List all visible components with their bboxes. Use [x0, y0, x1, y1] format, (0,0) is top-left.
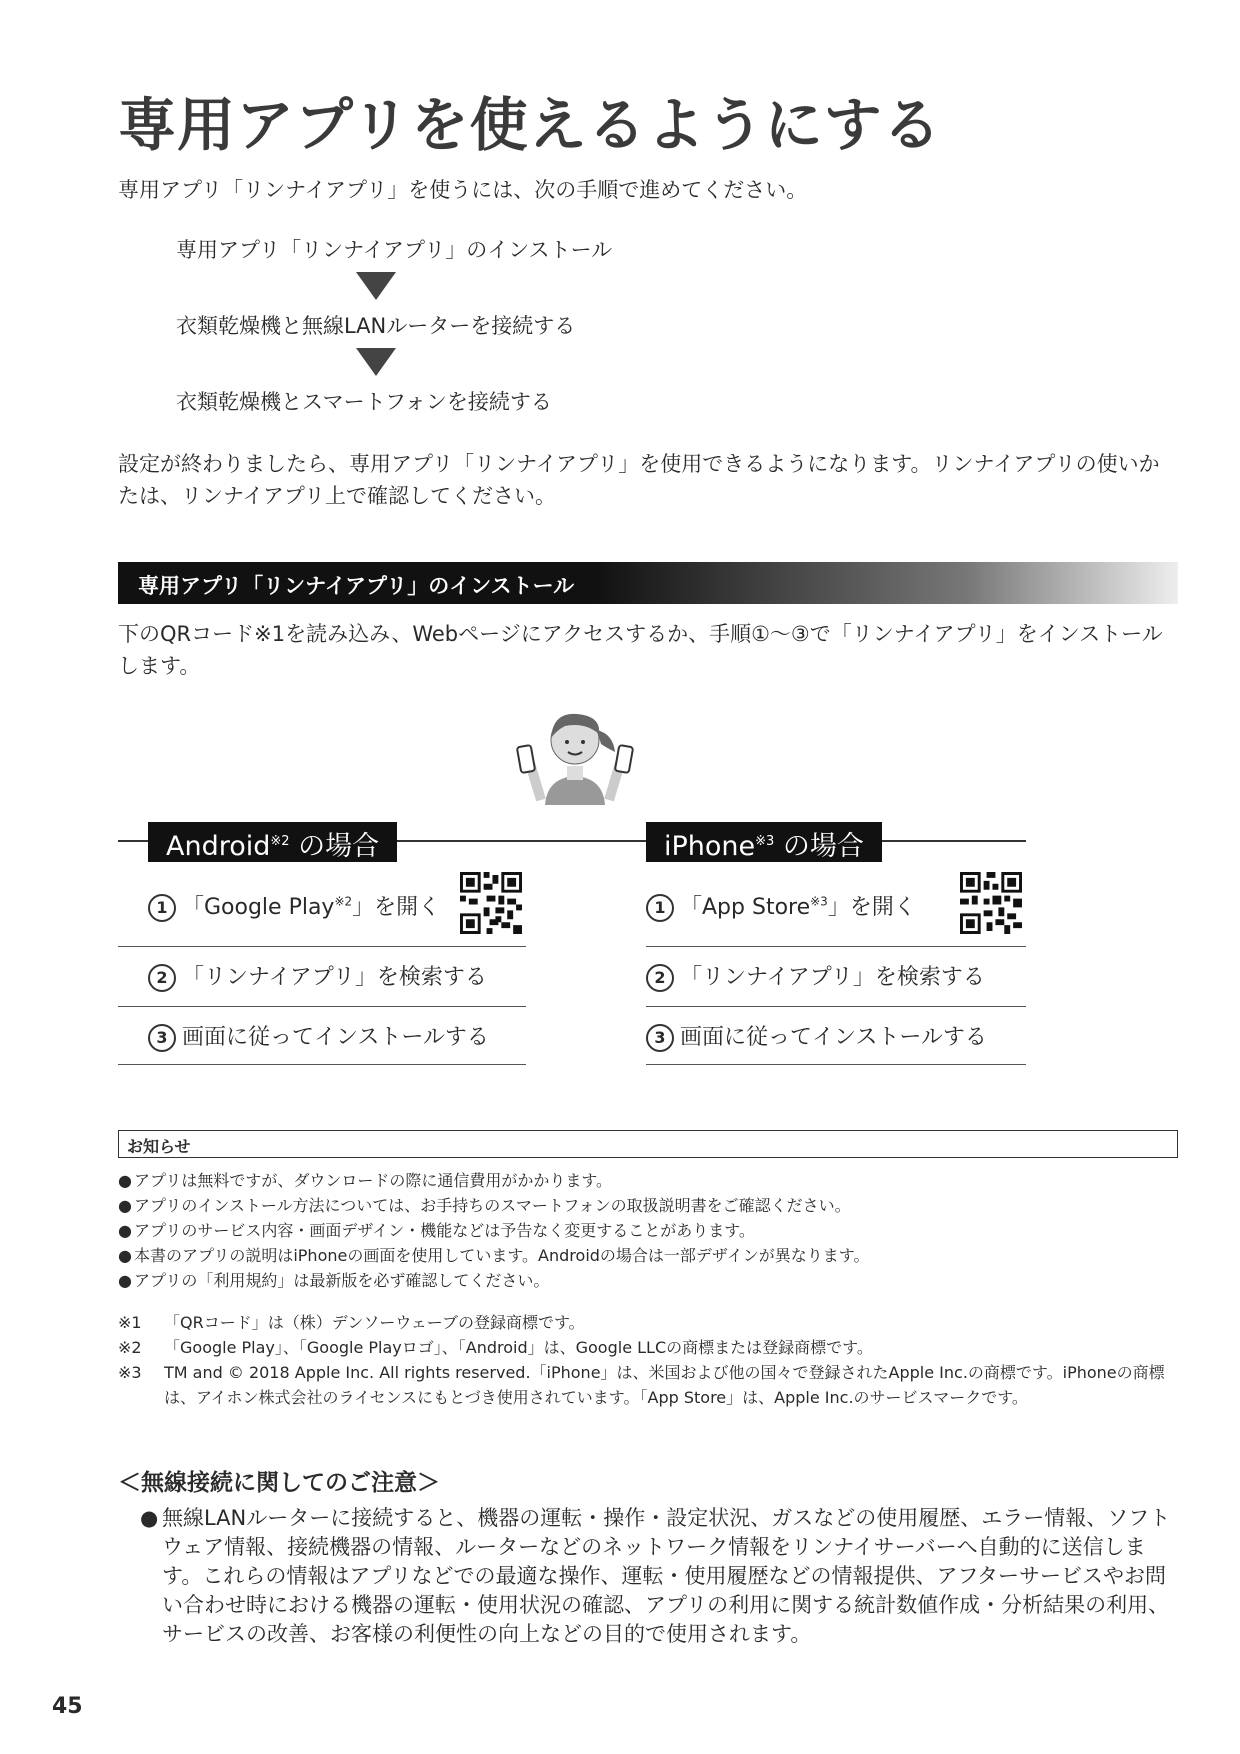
list-item: ● 本書のアプリの説明はiPhoneの画面を使用しています。Androidの場合は一部デザインが異なります。: [118, 1243, 870, 1268]
android-step-1: 1 「Google Play$^{※2}$」を開く: [148, 890, 440, 922]
list-item: ● アプリのサービス内容・画面デザイン・機能などは予告なく変更することがあります。: [118, 1218, 870, 1243]
android-step-2: 2 「リンナイアプリ」を検索する: [148, 960, 487, 992]
down-arrow-icon: [356, 348, 396, 376]
down-arrow-icon: [356, 272, 396, 300]
intro-text: 専用アプリ「リンナイアプリ」を使うには、次の手順で進めてください。: [118, 178, 808, 202]
divider: [118, 1064, 526, 1065]
bullet-icon: ●: [140, 1506, 159, 1530]
caution-title: ＜無線接続に関してのご注意＞: [118, 1470, 440, 1496]
list-item: ● アプリの「利用規約」は最新版を必ず確認してください。: [118, 1268, 870, 1293]
list-item: ● アプリのインストール方法については、お手持ちのスマートフォンの取扱説明書をご確認ください。: [118, 1193, 870, 1218]
android-header: Android$^{※2}$ の場合: [148, 822, 397, 862]
flow-step-3: 衣類乾燥機とスマートフォンを接続する: [176, 390, 552, 414]
divider: [118, 1006, 526, 1007]
page-title: 専用アプリを使えるようにする: [118, 91, 942, 159]
flow-step-2: 衣類乾燥機と無線LANルーターを接続する: [176, 314, 576, 338]
notice-title: お知らせ: [127, 1137, 191, 1156]
list-item: ● アプリは無料ですが、ダウンロードの際に通信費用がかかります。: [118, 1168, 870, 1193]
flow-step-1: 専用アプリ「リンナイアプリ」のインストール: [176, 238, 613, 262]
android-qr-code: [460, 872, 522, 934]
iphone-step-1: 1 「App Store$^{※3}$」を開く: [646, 890, 916, 922]
iphone-qr-code: [960, 872, 1022, 934]
footnote: ※3 TM and © 2018 Apple Inc. All rights reserved.「iPhone」は、米国および他の国々で登録されたApple Inc.の商標です。iPhoneの商標は、アイホン株式会社のライセンスにもとづき使用されています。「App Store」は、Apple Inc.のサービスマークです。: [118, 1363, 1165, 1407]
notice-header: [118, 1130, 1178, 1158]
divider: [646, 1006, 1026, 1007]
section-title: 専用アプリ「リンナイアプリ」のインストール: [138, 574, 575, 598]
person-with-phones-illustration: [515, 700, 635, 805]
section-header: [118, 562, 1178, 604]
iphone-step-2: 2 「リンナイアプリ」を検索する: [646, 960, 985, 992]
qr-description: 下のQRコード※1を読み込み、Webページにアクセスするか、手順①～③で「リンナイアプリ」をインストールします。: [118, 622, 1163, 678]
caution-body: [140, 1504, 1180, 1649]
divider: [646, 946, 1026, 947]
connector-rule: [526, 840, 646, 842]
caution-text: 無線LANルーターに接続すると、機器の運転・操作・設定状況、ガスなどの使用履歴、エラー情報、ソフトウェア情報、接続機器の情報、ルーターなどのネットワーク情報をリンナイサーバーへ自動的に送信します。これらの情報はアプリなどでの最適な操作、運転・使用履歴などの情報提供、アフターサービスやお問い合わせ時における機器の運転・使用状況の確認、アプリの利用に関する統計数値作成・分析結果の利用、サービスの改善、お客様の利便性の向上などの目的で使用されます。: [162, 1506, 1171, 1646]
footnotes: [118, 1310, 1178, 1410]
page-number: 45: [52, 1694, 83, 1719]
footnote: ※2 「Google Play」、「Google Playロゴ」、「Android」は、Google LLCの商標または登録商標です。: [118, 1338, 873, 1357]
divider: [646, 1064, 1026, 1065]
iphone-step-3: 3 画面に従ってインストールする: [646, 1020, 987, 1052]
after-setup-text: 設定が終わりましたら、専用アプリ「リンナイアプリ」を使用できるようになります。リンナイアプリの使いかたは、リンナイアプリ上で確認してください。: [118, 452, 1160, 508]
divider: [118, 946, 526, 947]
footnote: ※1 「QRコード」は（株）デンソーウェーブの登録商標です。: [118, 1313, 585, 1332]
android-step-3: 3 画面に従ってインストールする: [148, 1020, 489, 1052]
iphone-header: iPhone$^{※3}$ の場合: [646, 822, 882, 862]
notice-list: [118, 1168, 870, 1293]
